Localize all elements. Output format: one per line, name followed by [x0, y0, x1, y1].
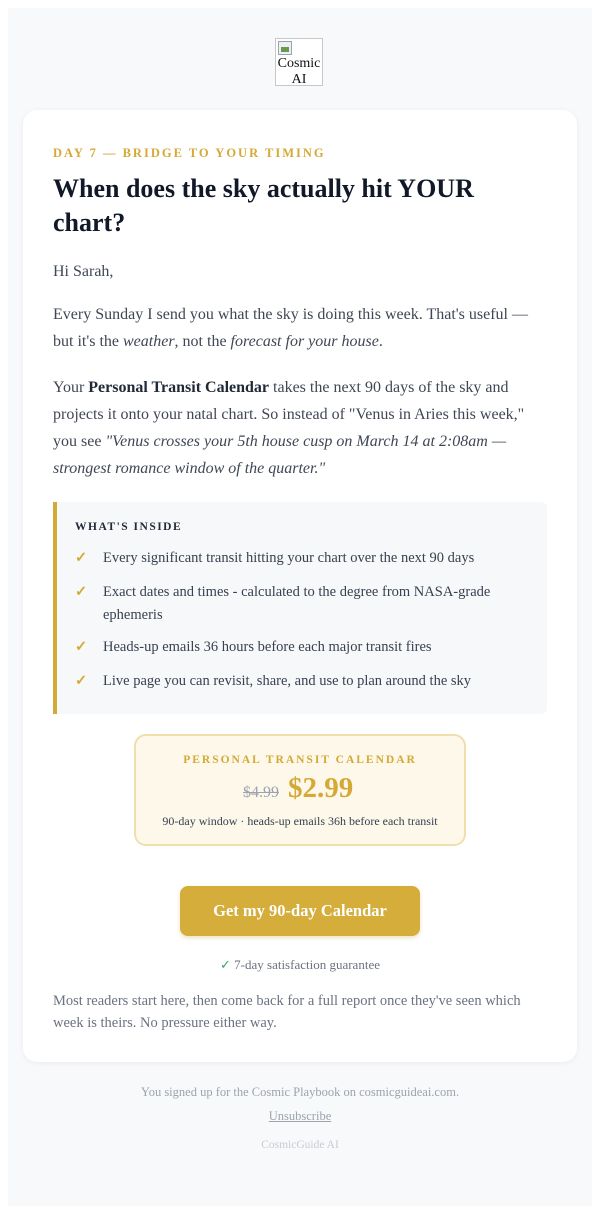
checkmark-icon: ✓ — [75, 550, 88, 566]
footer-brand: CosmicGuide AI — [261, 1139, 339, 1151]
feature-text: Exact dates and times - calculated to the degree from NASA-grade ephemeris — [103, 584, 491, 623]
checkmark-icon: ✓ — [75, 584, 88, 600]
closing-paragraph: Most readers start here, then come back for a full report once they've seen which week is theirs. No pressure either way. — [53, 993, 521, 1031]
old-price: $4.99 — [243, 784, 279, 801]
logo-alt-text: Cosmic AI — [277, 56, 321, 86]
day-eyebrow: DAY 7 — BRIDGE TO YOUR TIMING — [53, 146, 326, 160]
whats-inside-box — [53, 502, 547, 714]
calendar-paragraph: Your Personal Transit Calendar takes the next 90 days of the sky and projects it onto your natal chart. So instead of "Venus in Aries this week," you see "Venus crosses your 5th house cusp on March 14 at 2:08am — strongest romance window of the quarter." — [53, 379, 525, 477]
feature-text: Heads-up emails 36 hours before each major transit fires — [103, 639, 432, 655]
offer-price-card — [134, 734, 466, 846]
whats-inside-title: WHAT'S INSIDE — [75, 521, 183, 533]
guarantee-note — [23, 957, 577, 973]
intro-paragraph: Every Sunday I send you what the sky is doing this week. That's useful — but it's the weather, not the forecast for your house. — [53, 306, 528, 350]
checkmark-icon: ✓ — [220, 957, 231, 972]
guarantee-text: 7-day satisfaction guarantee — [234, 957, 380, 972]
offer-title: PERSONAL TRANSIT CALENDAR — [183, 754, 417, 766]
greeting: Hi Sarah, — [53, 263, 114, 280]
broken-image-icon — [278, 41, 292, 55]
feature-text: Live page you can revisit, share, and use to plan around the sky — [103, 673, 472, 689]
unsubscribe-link[interactable]: Unsubscribe — [268, 1109, 332, 1123]
checkmark-icon: ✓ — [75, 639, 88, 655]
price-row — [136, 772, 464, 808]
email-card — [23, 110, 577, 1062]
logo-image — [275, 38, 323, 86]
feature-text: Every significant transit hitting your chart over the next 90 days — [103, 550, 475, 566]
signup-note: You signed up for the Cosmic Playbook on cosmicguideai.com. — [140, 1085, 460, 1099]
email-background — [8, 8, 592, 1206]
unsubscribe-row — [8, 1109, 592, 1124]
email-headline: When does the sky actually hit YOUR chart? — [53, 174, 474, 237]
checkmark-icon: ✓ — [75, 673, 88, 689]
offer-subtitle: 90-day window · heads-up emails 36h before each transit — [162, 814, 438, 828]
get-calendar-button[interactable]: Get my 90-day Calendar — [180, 886, 420, 936]
new-price: $2.99 — [288, 772, 354, 804]
